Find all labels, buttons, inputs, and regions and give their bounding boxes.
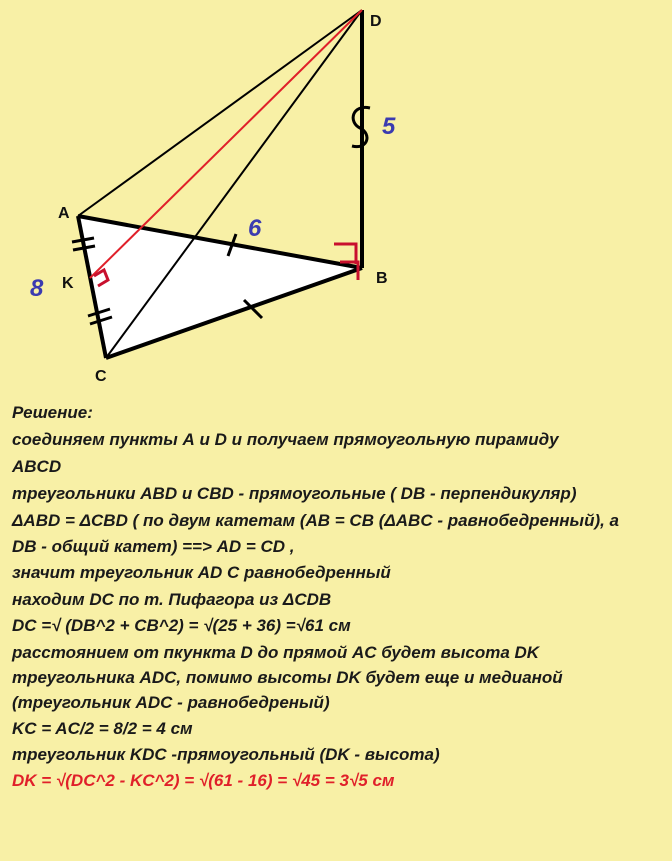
vertex-label-a: A bbox=[58, 205, 70, 222]
vertex-label-b: B bbox=[376, 270, 388, 287]
solution-line: ΔABD = ΔCBD ( по двум катетам (AB = CB (ΔABC - равнобедренный), а bbox=[12, 511, 620, 530]
edge-ad bbox=[78, 10, 362, 216]
solution-line: треугольники ABD и CBD - прямоугольные ( DB - перпендикуляр) bbox=[12, 484, 577, 503]
solution-line: треугольник KDC -прямоугольный (DK - высота) bbox=[12, 745, 440, 764]
vertex-label-c: C bbox=[95, 368, 107, 385]
solution-line: соединяем пункты А и D и получаем прямоугольную пирамиду bbox=[12, 430, 559, 449]
solution-line: расстоянием от пкункта D до прямой AC будет высота DK bbox=[12, 643, 540, 662]
solution-line: KC = AC/2 = 8/2 = 4 см bbox=[12, 719, 193, 738]
vertex-label-k: K bbox=[62, 275, 74, 292]
solution-line: треугольника ADC, помимо высоты DK будет еще и медианой bbox=[12, 668, 563, 687]
measure-label-db: 5 bbox=[382, 113, 396, 140]
measure-label-ac: 8 bbox=[30, 275, 44, 302]
solution-line: DB - общий катет) ==> AD = CD , bbox=[12, 537, 295, 556]
solution-line: значит треугольник AD C равнобедренный bbox=[12, 563, 391, 582]
solution-line: DC =√ (DB^2 + CB^2) = √(25 + 36) =√61 см bbox=[12, 616, 351, 635]
height-dk bbox=[90, 10, 362, 278]
solution-result-line: DK = √(DC^2 - KC^2) = √(61 - 16) = √45 = 3√5 см bbox=[12, 771, 395, 790]
pyramid-diagram bbox=[0, 0, 672, 400]
solution-line: (треугольник ADC - равнобедреный) bbox=[12, 693, 330, 712]
solution-heading: Решение: bbox=[12, 403, 93, 422]
solution-line: ABCD bbox=[12, 457, 62, 476]
measure-label-ab: 6 bbox=[248, 215, 262, 242]
solution-line: находим DC по т. Пифагора из ΔCDB bbox=[12, 590, 332, 609]
vertex-label-d: D bbox=[370, 13, 382, 30]
